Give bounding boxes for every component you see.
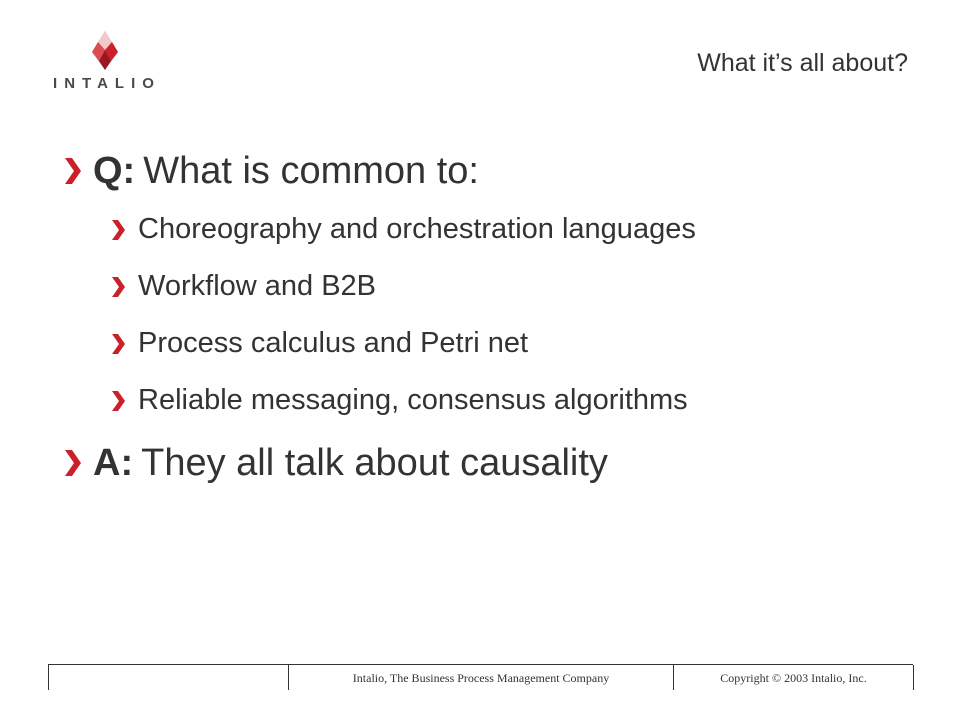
answer-label: A:	[93, 442, 134, 484]
sub-bullet-choreography	[60, 201, 930, 258]
footer-empty-cell	[48, 665, 288, 690]
logo-wordmark: INTALIO	[53, 75, 161, 92]
sub-bullet-reliable-messaging	[60, 372, 930, 429]
sub-bullet-workflow	[60, 258, 930, 315]
question-label: Q:	[93, 150, 136, 192]
chevron-right-icon	[63, 156, 83, 186]
chevron-right-icon	[110, 276, 127, 298]
intalio-cube-logo-icon	[44, 26, 174, 94]
sub-bullet-process-calculus	[60, 315, 930, 372]
chevron-right-icon	[110, 333, 127, 355]
sub-bullet-text: Choreography and orchestration languages	[138, 213, 696, 245]
chevron-right-icon	[110, 219, 127, 241]
footer-company: Intalio, The Business Process Management Company	[288, 665, 673, 690]
bullet-answer	[60, 435, 930, 491]
intalio-logo	[44, 26, 174, 94]
chevron-right-icon	[63, 448, 83, 478]
sub-bullet-text: Reliable messaging, consensus algorithms	[138, 384, 688, 416]
answer-text: They all talk about causality	[141, 442, 608, 484]
question-text: What is common to:	[143, 150, 479, 192]
bullet-question	[60, 143, 930, 199]
sub-bullet-text: Process calculus and Petri net	[138, 327, 529, 359]
bullet-list	[60, 143, 930, 491]
slide-title: What it’s all about?	[697, 49, 908, 77]
footer	[48, 664, 913, 690]
sub-bullet-text: Workflow and B2B	[138, 270, 377, 302]
footer-copyright: Copyright © 2003 Intalio, Inc.	[673, 665, 914, 690]
chevron-right-icon	[110, 390, 127, 412]
